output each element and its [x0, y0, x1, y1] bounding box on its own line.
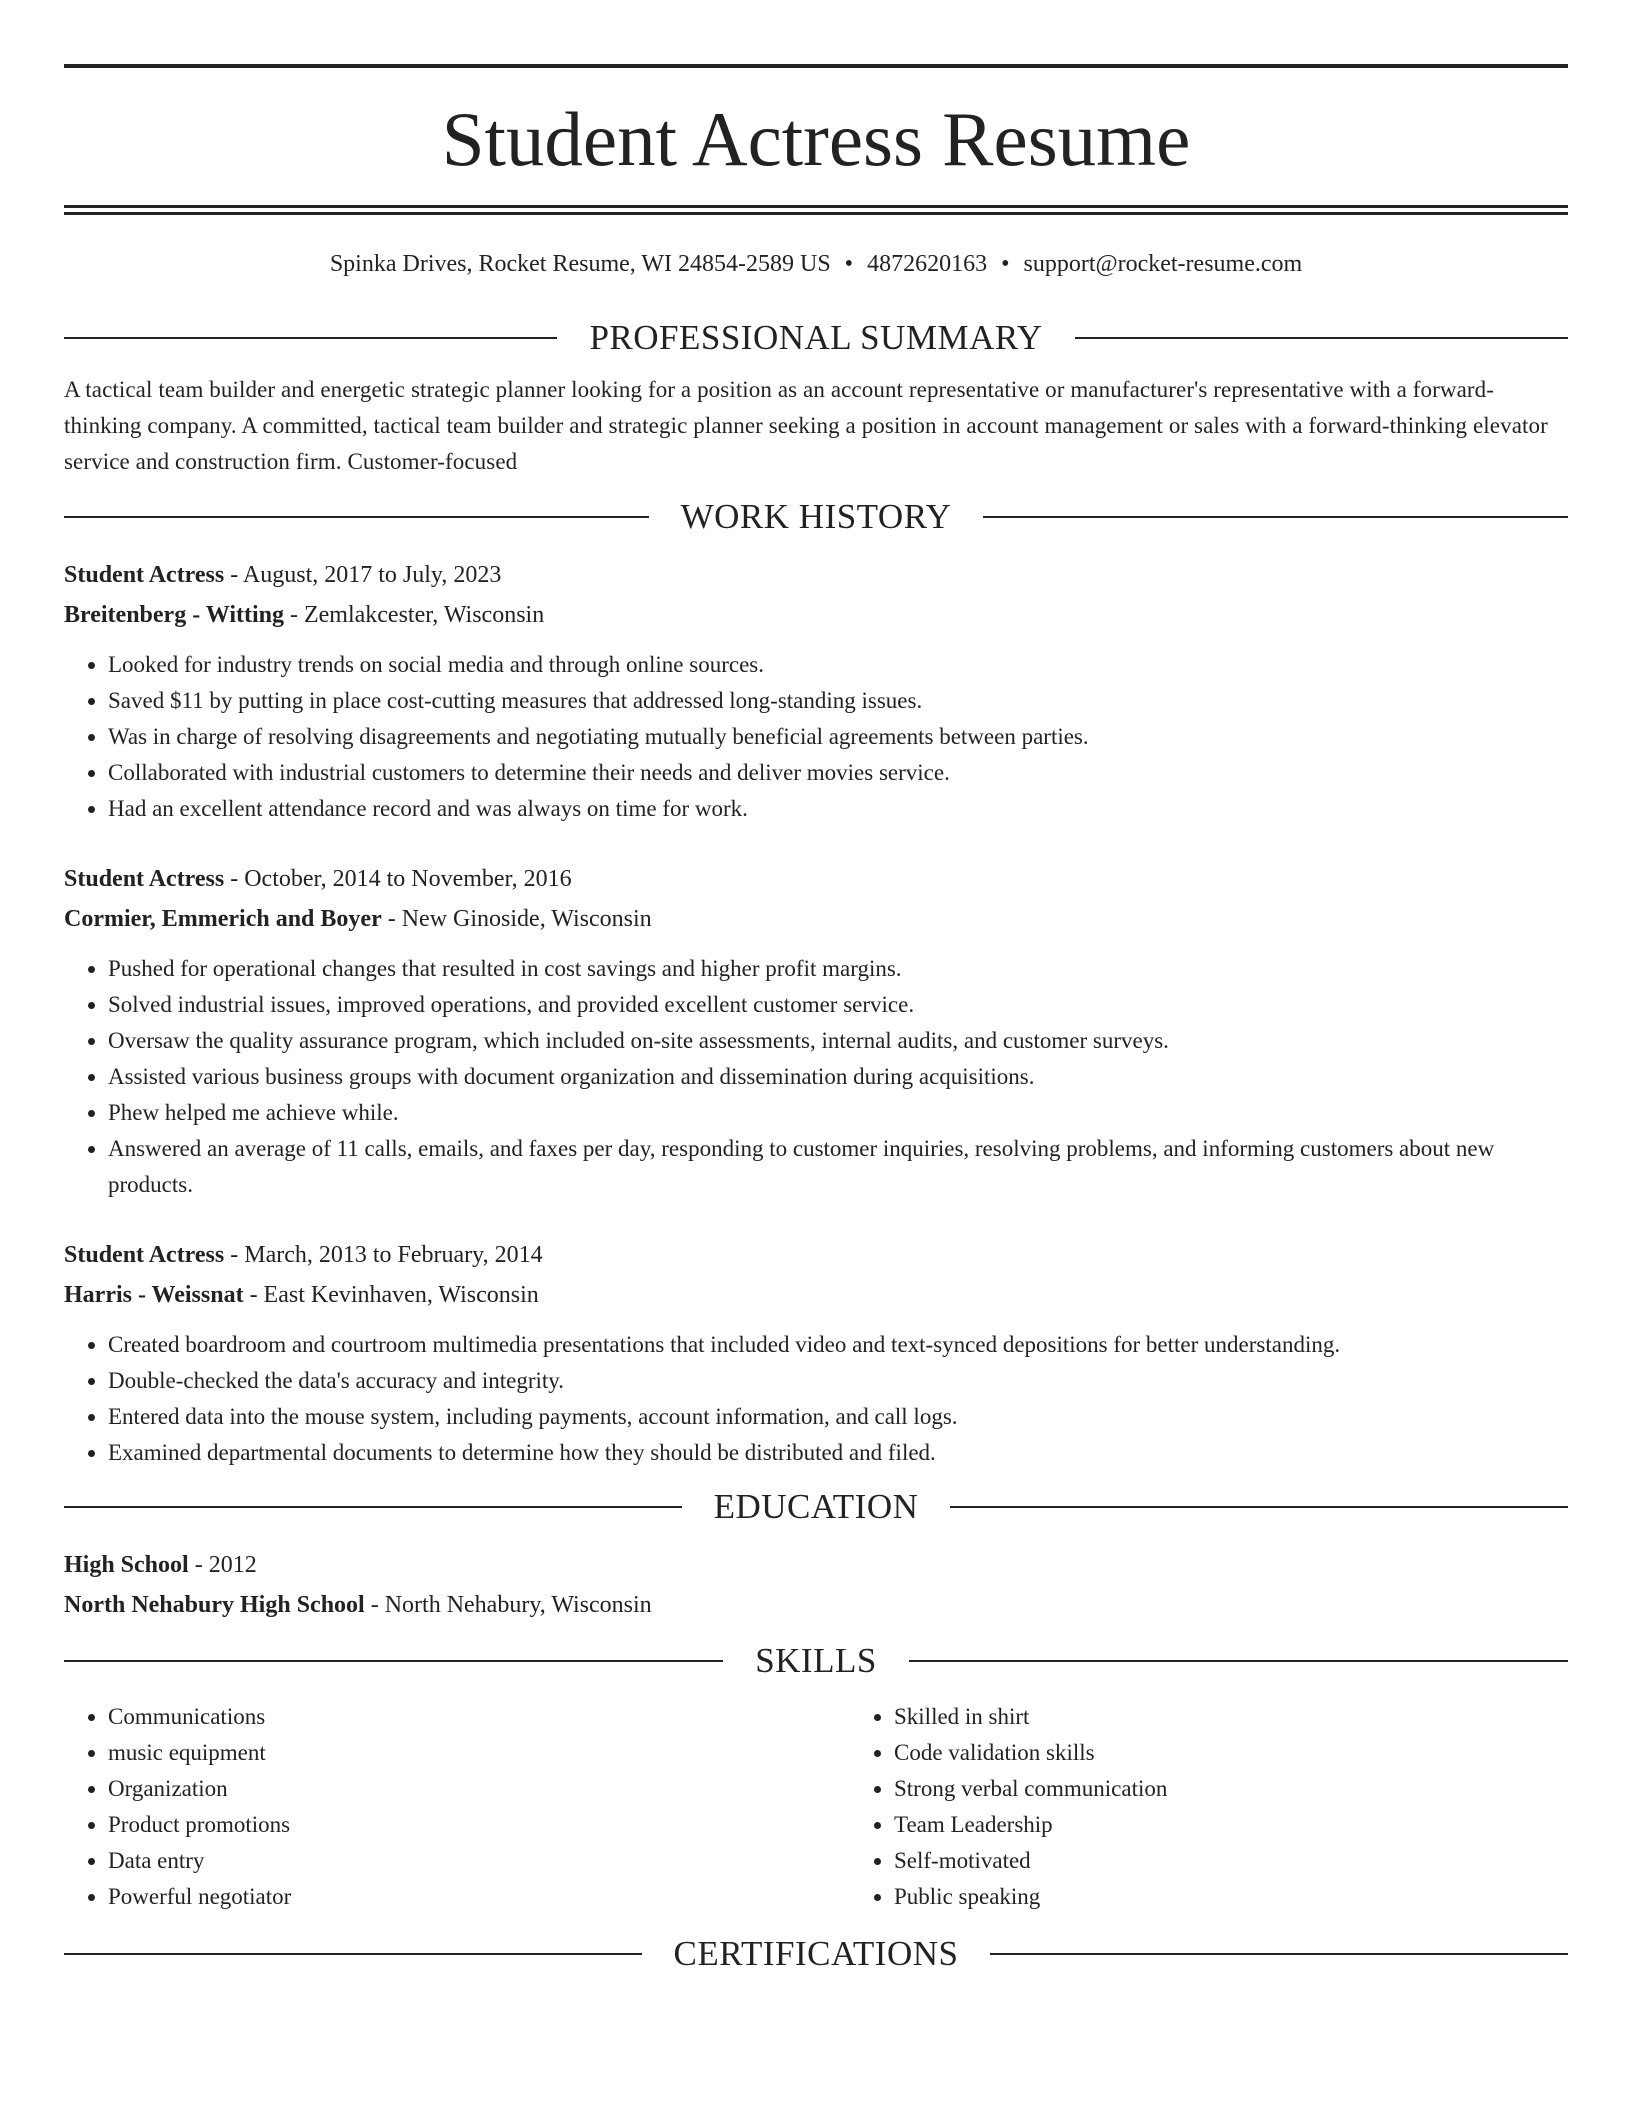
section-header-work-history: [64, 497, 1568, 537]
education-location: - North Nehabury, Wisconsin: [364, 1592, 652, 1618]
section-rule: [983, 516, 1568, 518]
top-rule: [64, 64, 1568, 68]
list-item: • Collaborated with industrial customers to determine their needs and deliver movies service.: [108, 755, 1568, 791]
job-dates: - August, 2017 to July, 2023: [224, 562, 502, 588]
job-bullets: [64, 951, 1568, 1203]
contact-separator: •: [1001, 251, 1010, 277]
section-rule: [1075, 337, 1568, 339]
job-bullets: [64, 1327, 1568, 1471]
education-entry: [64, 1545, 1568, 1625]
section-rule: [64, 337, 557, 339]
contact-phone: 4872620163: [867, 251, 988, 277]
section-header-certifications: [64, 1934, 1568, 1974]
section-header-skills: [64, 1641, 1568, 1681]
section-rule: [990, 1953, 1568, 1955]
job-title: Student Actress: [64, 562, 225, 588]
education-school: North Nehabury High School: [64, 1592, 365, 1618]
list-item: • Answered an average of 11 calls, emails, and faxes per day, responding to customer inquiries, resolving problems, and informing customers about new products.: [108, 1131, 1568, 1203]
section-rule: [64, 516, 649, 518]
job-company-line: [64, 595, 1568, 635]
list-item: • Double-checked the data's accuracy and integrity.: [108, 1363, 1568, 1399]
job-title-line: [64, 555, 1568, 595]
section-rule: [950, 1506, 1568, 1508]
title-double-rule: [64, 205, 1568, 215]
job-company-line: [64, 899, 1568, 939]
list-item: • Had an excellent attendance record and was always on time for work.: [108, 791, 1568, 827]
list-item: • Created boardroom and courtroom multimedia presentations that included video and text-synced depositions for better understanding.: [108, 1327, 1568, 1363]
skill-item: • Skilled in shirt: [894, 1699, 1632, 1735]
contact-separator: •: [844, 251, 854, 277]
section-title: PROFESSIONAL SUMMARY: [589, 318, 1043, 357]
job-entry: [64, 1235, 1568, 1471]
job-title-line: [64, 859, 1568, 899]
skill-item: • Organization: [108, 1771, 850, 1807]
job-dates: - March, 2013 to February, 2014: [224, 1242, 543, 1268]
job-entry: [64, 555, 1568, 827]
skill-item: • Strong verbal communication: [894, 1771, 1632, 1807]
section-rule: [64, 1953, 642, 1955]
education-degree-line: [64, 1545, 1568, 1585]
section-rule: [64, 1506, 682, 1508]
job-title: Student Actress: [64, 1242, 225, 1268]
job-entry: [64, 859, 1568, 1203]
skills-list-left: [64, 1699, 850, 1915]
skill-item: • Code validation skills: [894, 1735, 1632, 1771]
list-item: • Was in charge of resolving disagreements and negotiating mutually beneficial agreements between parties.: [108, 719, 1568, 755]
list-item: • Oversaw the quality assurance program, which included on-site assessments, internal audits, and customer surveys.: [108, 1023, 1568, 1059]
job-company: Cormier, Emmerich and Boyer: [64, 906, 382, 932]
skills-list-right: [850, 1699, 1632, 1915]
skill-item: • Product promotions: [108, 1807, 850, 1843]
section-rule: [909, 1660, 1568, 1662]
list-item: • Examined departmental documents to determine how they should be distributed and filed.: [108, 1435, 1568, 1471]
list-item: • Pushed for operational changes that resulted in cost savings and higher profit margins.: [108, 951, 1568, 987]
skill-item: • Powerful negotiator: [108, 1879, 850, 1915]
contact-address: Spinka Drives, Rocket Resume, WI 24854-2589 US: [329, 251, 831, 277]
section-title: WORK HISTORY: [680, 497, 952, 536]
skills-columns: [64, 1699, 1568, 1915]
job-location: - Zemlakcester, Wisconsin: [283, 602, 545, 628]
skill-item: • Public speaking: [894, 1879, 1632, 1915]
job-title: Student Actress: [64, 866, 225, 892]
section-title: EDUCATION: [713, 1487, 919, 1526]
section-header-education: [64, 1487, 1568, 1527]
job-company: Breitenberg - Witting: [64, 602, 284, 628]
education-school-line: [64, 1585, 1568, 1625]
list-item: • Phew helped me achieve while.: [108, 1095, 1568, 1131]
skill-item: • music equipment: [108, 1735, 850, 1771]
education-year: - 2012: [188, 1552, 257, 1578]
skill-item: • Team Leadership: [894, 1807, 1632, 1843]
skill-item: • Communications: [108, 1699, 850, 1735]
list-item: • Looked for industry trends on social media and through online sources.: [108, 647, 1568, 683]
resume-title: Student Actress Resume: [441, 96, 1191, 182]
section-title: SKILLS: [755, 1641, 877, 1680]
job-company-line: [64, 1275, 1568, 1315]
skill-item: • Self-motivated: [894, 1843, 1632, 1879]
list-item: • Entered data into the mouse system, including payments, account information, and call logs.: [108, 1399, 1568, 1435]
job-bullets: [64, 647, 1568, 827]
job-location: - East Kevinhaven, Wisconsin: [243, 1282, 539, 1308]
skill-item: • Data entry: [108, 1843, 850, 1879]
summary-text: A tactical team builder and energetic strategic planner looking for a position as an account representative or manufacturer's representative with a forward-thinking company. A committed, tactical team builder and strategic planner seeking a position in account management or sales with a forward-thinking elevator service and construction firm. Customer-focused: [64, 377, 1548, 474]
list-item: • Saved $11 by putting in place cost-cutting measures that addressed long-standing issues.: [108, 683, 1568, 719]
job-dates: - October, 2014 to November, 2016: [224, 866, 572, 892]
contact-line: [64, 249, 1568, 279]
section-title: CERTIFICATIONS: [673, 1934, 959, 1973]
section-header-summary: [64, 318, 1568, 358]
contact-email: support@rocket-resume.com: [1023, 251, 1303, 277]
list-item: • Solved industrial issues, improved operations, and provided excellent customer service.: [108, 987, 1568, 1023]
section-rule: [64, 1660, 723, 1662]
job-location: - New Ginoside, Wisconsin: [381, 906, 652, 932]
job-company: Harris - Weissnat: [64, 1282, 244, 1308]
job-title-line: [64, 1235, 1568, 1275]
list-item: • Assisted various business groups with document organization and dissemination during acquisitions.: [108, 1059, 1568, 1095]
education-degree: High School: [64, 1552, 189, 1578]
